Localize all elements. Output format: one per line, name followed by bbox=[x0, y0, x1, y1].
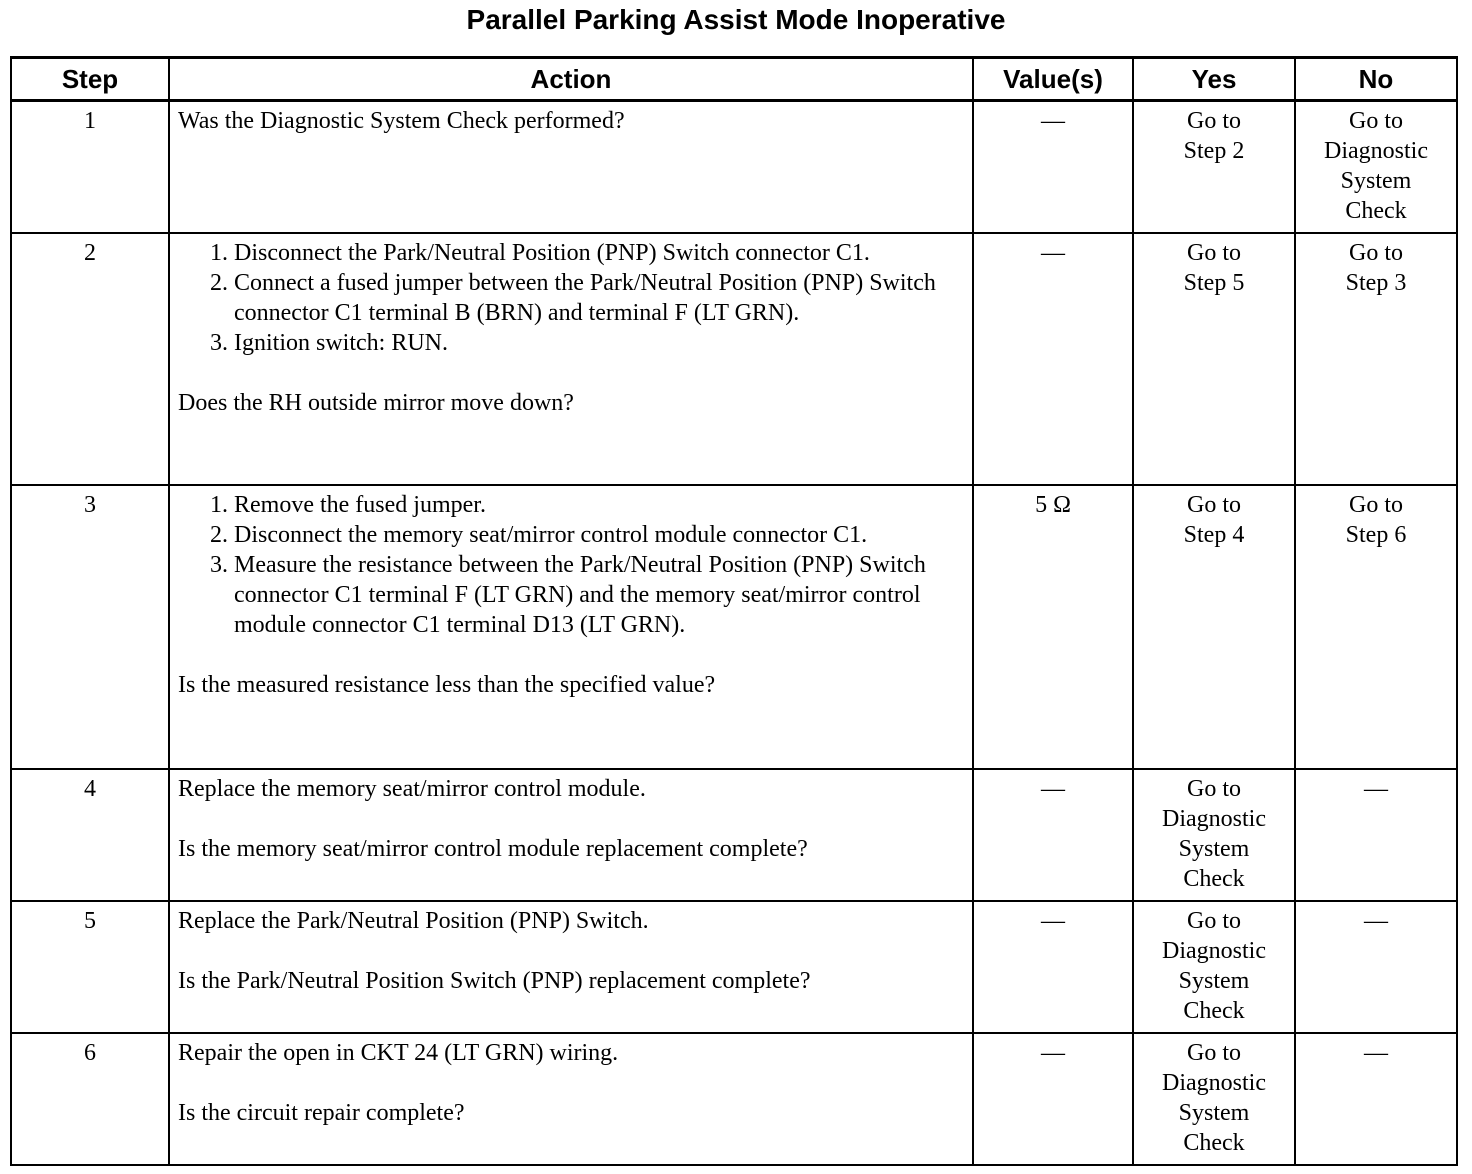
step-number: 3 bbox=[11, 485, 169, 769]
question-text: Is the circuit repair complete? bbox=[178, 1100, 465, 1126]
header-no: No bbox=[1295, 58, 1457, 101]
action-cell bbox=[169, 485, 973, 769]
yes-line: Step 5 bbox=[1183, 270, 1245, 296]
table-row bbox=[11, 769, 1457, 901]
no-cell bbox=[1295, 233, 1457, 485]
yes-line: Check bbox=[1183, 998, 1245, 1024]
no-cell bbox=[1295, 101, 1457, 234]
yes-line: System bbox=[1178, 836, 1250, 862]
table-row bbox=[11, 901, 1457, 1033]
action-cell bbox=[169, 101, 973, 234]
no-line: Go to bbox=[1349, 108, 1403, 134]
header-action: Action bbox=[169, 58, 973, 101]
question-text: Does the RH outside mirror move down? bbox=[178, 390, 574, 416]
yes-line: Check bbox=[1183, 1130, 1245, 1156]
no-line: — bbox=[1364, 776, 1388, 802]
no-line: — bbox=[1364, 1040, 1388, 1066]
value-cell: — bbox=[973, 1033, 1133, 1165]
yes-cell bbox=[1133, 485, 1295, 769]
substep-item: 2. Connect a fused jumper between the Park/Neutral Position (PNP) Switch connector C1 terminal B (BRN) and terminal F (LT GRN). bbox=[234, 268, 964, 328]
no-line: Step 3 bbox=[1345, 270, 1407, 296]
yes-line: Step 4 bbox=[1183, 522, 1245, 548]
substep-item: 3. Measure the resistance between the Park/Neutral Position (PNP) Switch connector C1 terminal F (LT GRN) and the memory seat/mirror control module connector C1 terminal D13 (LT GRN). bbox=[234, 550, 964, 640]
step-number: 1 bbox=[11, 101, 169, 234]
substep-item: 1. Disconnect the Park/Neutral Position (PNP) Switch connector C1. bbox=[234, 238, 964, 268]
action-cell bbox=[169, 769, 973, 901]
no-line: Diagnostic bbox=[1324, 138, 1428, 164]
yes-line: Go to bbox=[1187, 492, 1241, 518]
table-row bbox=[11, 1033, 1457, 1165]
yes-line: Diagnostic bbox=[1162, 806, 1266, 832]
no-line: — bbox=[1364, 908, 1388, 934]
yes-line: System bbox=[1178, 1100, 1250, 1126]
yes-cell bbox=[1133, 769, 1295, 901]
yes-line: Go to bbox=[1187, 908, 1241, 934]
no-line: System bbox=[1340, 168, 1412, 194]
no-line: Check bbox=[1345, 198, 1407, 224]
action-cell bbox=[169, 233, 973, 485]
no-line: Go to bbox=[1349, 240, 1403, 266]
substep-list bbox=[178, 490, 964, 640]
value-cell: — bbox=[973, 901, 1133, 1033]
yes-cell bbox=[1133, 101, 1295, 234]
value-cell: — bbox=[973, 101, 1133, 234]
yes-line: Diagnostic bbox=[1162, 1070, 1266, 1096]
step-number: 6 bbox=[11, 1033, 169, 1165]
yes-cell bbox=[1133, 901, 1295, 1033]
no-cell bbox=[1295, 1033, 1457, 1165]
diagnostic-table bbox=[10, 56, 1458, 1166]
value-cell: — bbox=[973, 233, 1133, 485]
value-cell: 5 Ω bbox=[973, 485, 1133, 769]
substep-list bbox=[178, 238, 964, 358]
instruction-text: Replace the memory seat/mirror control module. bbox=[178, 776, 646, 802]
action-cell bbox=[169, 901, 973, 1033]
substep-item: 1. Remove the fused jumper. bbox=[234, 490, 964, 520]
no-line: Go to bbox=[1349, 492, 1403, 518]
instruction-text: Repair the open in CKT 24 (LT GRN) wiring. bbox=[178, 1040, 619, 1066]
table-header-row bbox=[11, 58, 1457, 101]
question-text: Is the Park/Neutral Position Switch (PNP) replacement complete? bbox=[178, 968, 811, 994]
table-row bbox=[11, 101, 1457, 234]
question-text: Is the memory seat/mirror control module replacement complete? bbox=[178, 836, 808, 862]
yes-cell bbox=[1133, 233, 1295, 485]
yes-line: Go to bbox=[1187, 776, 1241, 802]
yes-cell bbox=[1133, 1033, 1295, 1165]
yes-line: System bbox=[1178, 968, 1250, 994]
instruction-text: Replace the Park/Neutral Position (PNP) Switch. bbox=[178, 908, 649, 934]
no-line: Step 6 bbox=[1345, 522, 1407, 548]
no-cell bbox=[1295, 901, 1457, 1033]
action-cell bbox=[169, 1033, 973, 1165]
header-values: Value(s) bbox=[973, 58, 1133, 101]
no-cell bbox=[1295, 769, 1457, 901]
step-number: 2 bbox=[11, 233, 169, 485]
header-yes: Yes bbox=[1133, 58, 1295, 101]
value-cell: — bbox=[973, 769, 1133, 901]
step-number: 5 bbox=[11, 901, 169, 1033]
yes-line: Diagnostic bbox=[1162, 938, 1266, 964]
substep-item: 3. Ignition switch: RUN. bbox=[234, 328, 964, 358]
substep-item: 2. Disconnect the memory seat/mirror control module connector C1. bbox=[234, 520, 964, 550]
page-title: Parallel Parking Assist Mode Inoperative bbox=[466, 4, 1006, 35]
yes-line: Step 2 bbox=[1183, 138, 1245, 164]
step-number: 4 bbox=[11, 769, 169, 901]
yes-line: Go to bbox=[1187, 108, 1241, 134]
header-step: Step bbox=[11, 58, 169, 101]
no-cell bbox=[1295, 485, 1457, 769]
question-text: Is the measured resistance less than the specified value? bbox=[178, 672, 716, 698]
yes-line: Go to bbox=[1187, 240, 1241, 266]
yes-line: Go to bbox=[1187, 1040, 1241, 1066]
table-row bbox=[11, 233, 1457, 485]
yes-line: Check bbox=[1183, 866, 1245, 892]
question-text: Was the Diagnostic System Check performed? bbox=[178, 108, 625, 134]
table-row bbox=[11, 485, 1457, 769]
